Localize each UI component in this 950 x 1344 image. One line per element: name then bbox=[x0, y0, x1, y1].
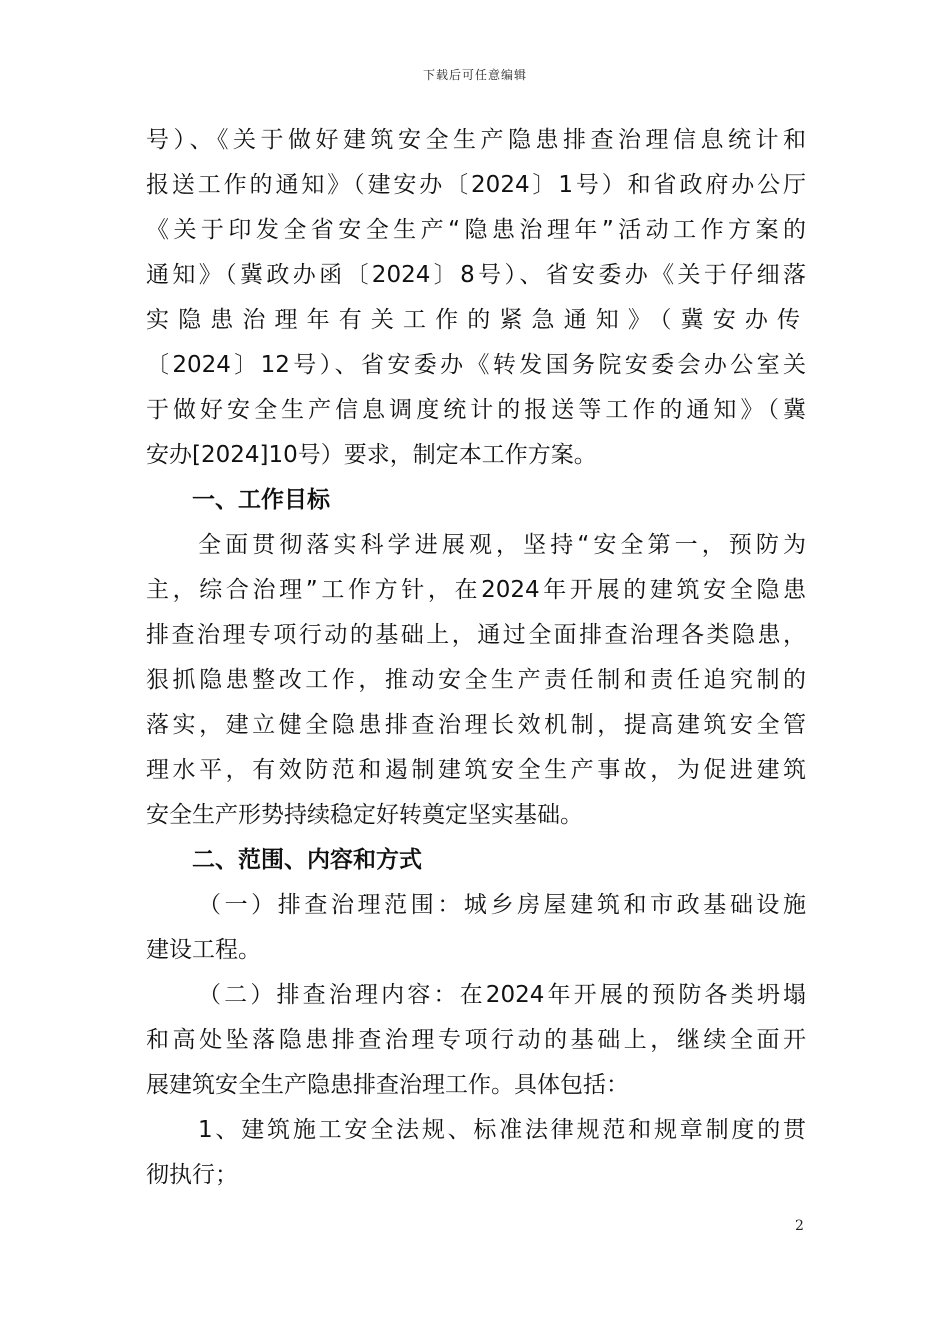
paragraph-line: 1、建筑施工安全法规、标准法律规范和规章制度的贯 bbox=[198, 1117, 806, 1143]
section-heading: 二、范围、内容和方式 bbox=[192, 847, 422, 873]
document-body bbox=[146, 118, 806, 1198]
paragraph-line: 号）、《关于做好建筑安全生产隐患排查治理信息统计和 bbox=[146, 127, 806, 153]
paragraph-line: 落实，建立健全隐患排查治理长效机制，提高建筑安全管 bbox=[146, 712, 806, 738]
page-number: 2 bbox=[795, 1218, 804, 1234]
paragraph-line: （一）排查治理范围：城乡房屋建筑和市政基础设施 bbox=[198, 892, 806, 918]
paragraph-line: 排查治理专项行动的基础上，通过全面排查治理各类隐患， bbox=[146, 622, 806, 648]
section-heading: 一、工作目标 bbox=[192, 487, 330, 513]
header-note: 下载后可任意编辑 bbox=[422, 68, 527, 82]
paragraph-line: 和高处坠落隐患排查治理专项行动的基础上，继续全面开 bbox=[146, 1027, 806, 1053]
paragraph-line: 理水平，有效防范和遏制建筑安全生产事故，为促进建筑 bbox=[146, 757, 806, 783]
paragraph-line: 狠抓隐患整改工作，推动安全生产责任制和责任追究制的 bbox=[146, 667, 806, 693]
paragraph-line: 展建筑安全生产隐患排查治理工作。具体包括： bbox=[146, 1072, 629, 1098]
paragraph-line: 于做好安全生产信息调度统计的报送等工作的通知》（冀 bbox=[146, 397, 806, 423]
paragraph-line: 彻执行； bbox=[146, 1162, 238, 1188]
paragraph-line: 安全生产形势持续稳定好转奠定坚实基础。 bbox=[146, 802, 583, 828]
paragraph-line: 〔2024〕12号）、省安委办《转发国务院安委会办公室关 bbox=[146, 352, 806, 378]
paragraph-line: 报送工作的通知》（建安办〔2024〕1号）和省政府办公厅 bbox=[146, 172, 806, 198]
paragraph-line: 《关于印发全省安全生产“隐患治理年”活动工作方案的 bbox=[146, 217, 806, 243]
paragraph-line: 安办[2024]10号）要求，制定本工作方案。 bbox=[146, 442, 597, 468]
paragraph-line: 通知》（冀政办函〔2024〕8号）、省安委办《关于仔细落 bbox=[146, 262, 806, 288]
paragraph-line: 实隐患治理年有关工作的紧急通知》（冀安办传 bbox=[146, 307, 806, 333]
paragraph-line: 主，综合治理”工作方针，在2024年开展的建筑安全隐患 bbox=[146, 577, 806, 603]
paragraph-line: 全面贯彻落实科学进展观，坚持“安全第一，预防为 bbox=[198, 532, 806, 558]
paragraph-line: 建设工程。 bbox=[146, 937, 261, 963]
paragraph-line: （二）排查治理内容：在2024年开展的预防各类坍塌 bbox=[198, 982, 806, 1008]
